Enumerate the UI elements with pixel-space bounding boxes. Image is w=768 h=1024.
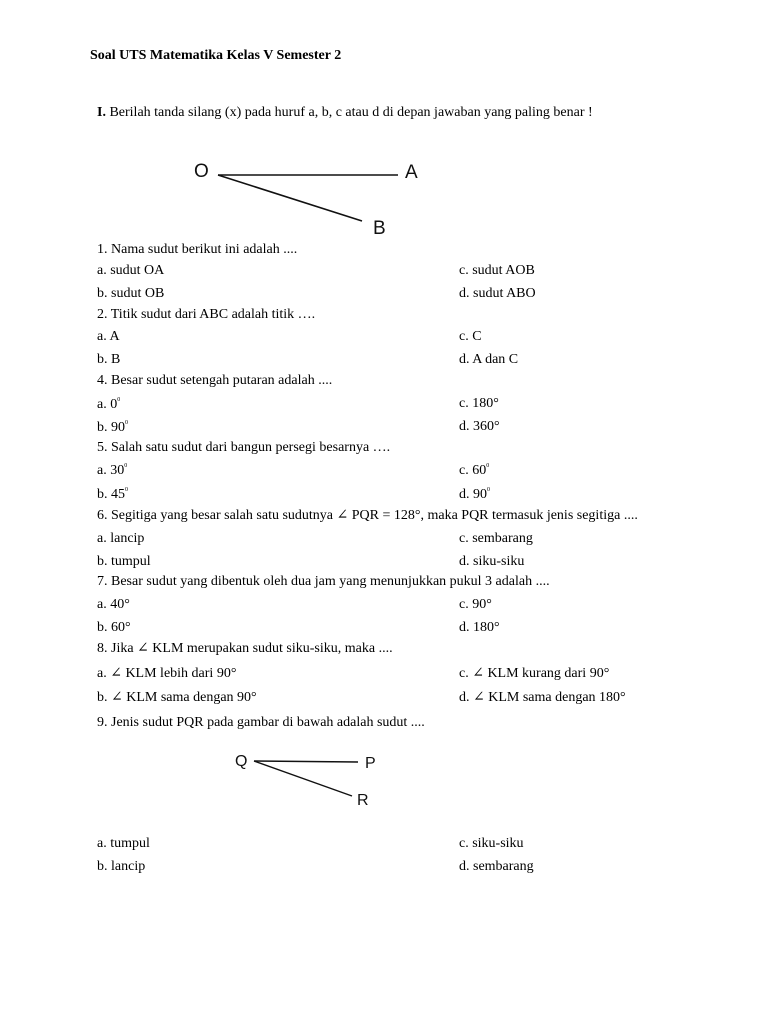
option-7d[interactable]: d. 180°: [459, 620, 500, 635]
option-9d[interactable]: d. sembarang: [459, 859, 534, 874]
option-7a[interactable]: a. 40°: [97, 597, 130, 612]
option-7b[interactable]: b. 60°: [97, 620, 131, 635]
option-9b[interactable]: b. lancip: [97, 859, 146, 874]
option-4a[interactable]: a. $0^0$: [97, 397, 121, 412]
arm-label-p: P: [365, 755, 376, 772]
option-1a[interactable]: a. sudut OA: [97, 263, 165, 278]
instruction: [97, 105, 593, 121]
option-6c[interactable]: c. sembarang: [459, 531, 533, 546]
option-9c[interactable]: c. siku-siku: [459, 836, 524, 851]
option-6d[interactable]: d. siku-siku: [459, 554, 525, 569]
option-8b[interactable]: b. ∠ KLM sama dengan 90°: [97, 690, 257, 705]
option-2b[interactable]: b. B: [97, 352, 121, 367]
option-6b[interactable]: b. tumpul: [97, 554, 151, 569]
option-5d[interactable]: d. $90^0$: [459, 487, 490, 502]
option-2d[interactable]: d. A dan C: [459, 352, 519, 367]
page-title: Soal UTS Matematika Kelas V Semester 2: [90, 48, 342, 63]
option-4d[interactable]: d. 360°: [459, 419, 500, 434]
option-8d[interactable]: d. ∠ KLM sama dengan 180°: [459, 690, 626, 705]
question-9: 9. Jenis sudut PQR pada gambar di bawah adalah sudut ....: [97, 715, 425, 730]
option-2c[interactable]: c. C: [459, 329, 482, 344]
option-5a[interactable]: a. $30^0$: [97, 463, 128, 478]
question-6: 6. Segitiga yang besar salah satu sudutnya ∠ PQR = 128°, maka PQR termasuk jenis segitiga ....: [97, 508, 638, 523]
option-4b[interactable]: b. $90^0$: [97, 420, 128, 435]
option-1c[interactable]: c. sudut AOB: [459, 263, 535, 278]
question-7: 7. Besar sudut yang dibentuk oleh dua jam yang menunjukkan pukul 3 adalah ....: [97, 574, 550, 589]
vertex-label-o: O: [194, 161, 209, 182]
arm-label-r: R: [357, 792, 369, 809]
option-7c[interactable]: c. 90°: [459, 597, 492, 612]
angle-aob-figure: [190, 155, 430, 245]
option-1b[interactable]: b. sudut OB: [97, 286, 165, 301]
question-2: 2. Titik sudut dari ABC adalah titik ….: [97, 307, 316, 322]
question-1: 1. Nama sudut berikut ini adalah ....: [97, 242, 298, 257]
option-2a[interactable]: a. A: [97, 329, 120, 344]
option-9a[interactable]: a. tumpul: [97, 836, 150, 851]
arm-label-b: B: [373, 218, 386, 239]
option-8a[interactable]: a. ∠ KLM lebih dari 90°: [97, 666, 237, 681]
vertex-label-q: Q: [235, 753, 248, 770]
question-5: 5. Salah satu sudut dari bangun persegi besarnya ….: [97, 440, 391, 455]
instruction-text: Berilah tanda silang (x) pada huruf a, b, c atau d di depan jawaban yang paling benar !: [105, 105, 593, 120]
option-8c[interactable]: c. ∠ KLM kurang dari 90°: [459, 666, 610, 681]
option-4c[interactable]: c. 180°: [459, 396, 499, 411]
option-5b[interactable]: b. $45^0$: [97, 487, 128, 502]
question-8: 8. Jika ∠ KLM merupakan sudut siku-siku, maka ....: [97, 641, 393, 656]
option-5c[interactable]: c. $60^0$: [459, 463, 490, 478]
option-1d[interactable]: d. sudut ABO: [459, 286, 536, 301]
angle-pqr-figure: [232, 745, 392, 815]
question-4: 4. Besar sudut setengah putaran adalah ....: [97, 373, 333, 388]
instruction-number: I.: [97, 105, 106, 120]
arm-label-a: A: [405, 162, 418, 183]
option-6a[interactable]: a. lancip: [97, 531, 145, 546]
